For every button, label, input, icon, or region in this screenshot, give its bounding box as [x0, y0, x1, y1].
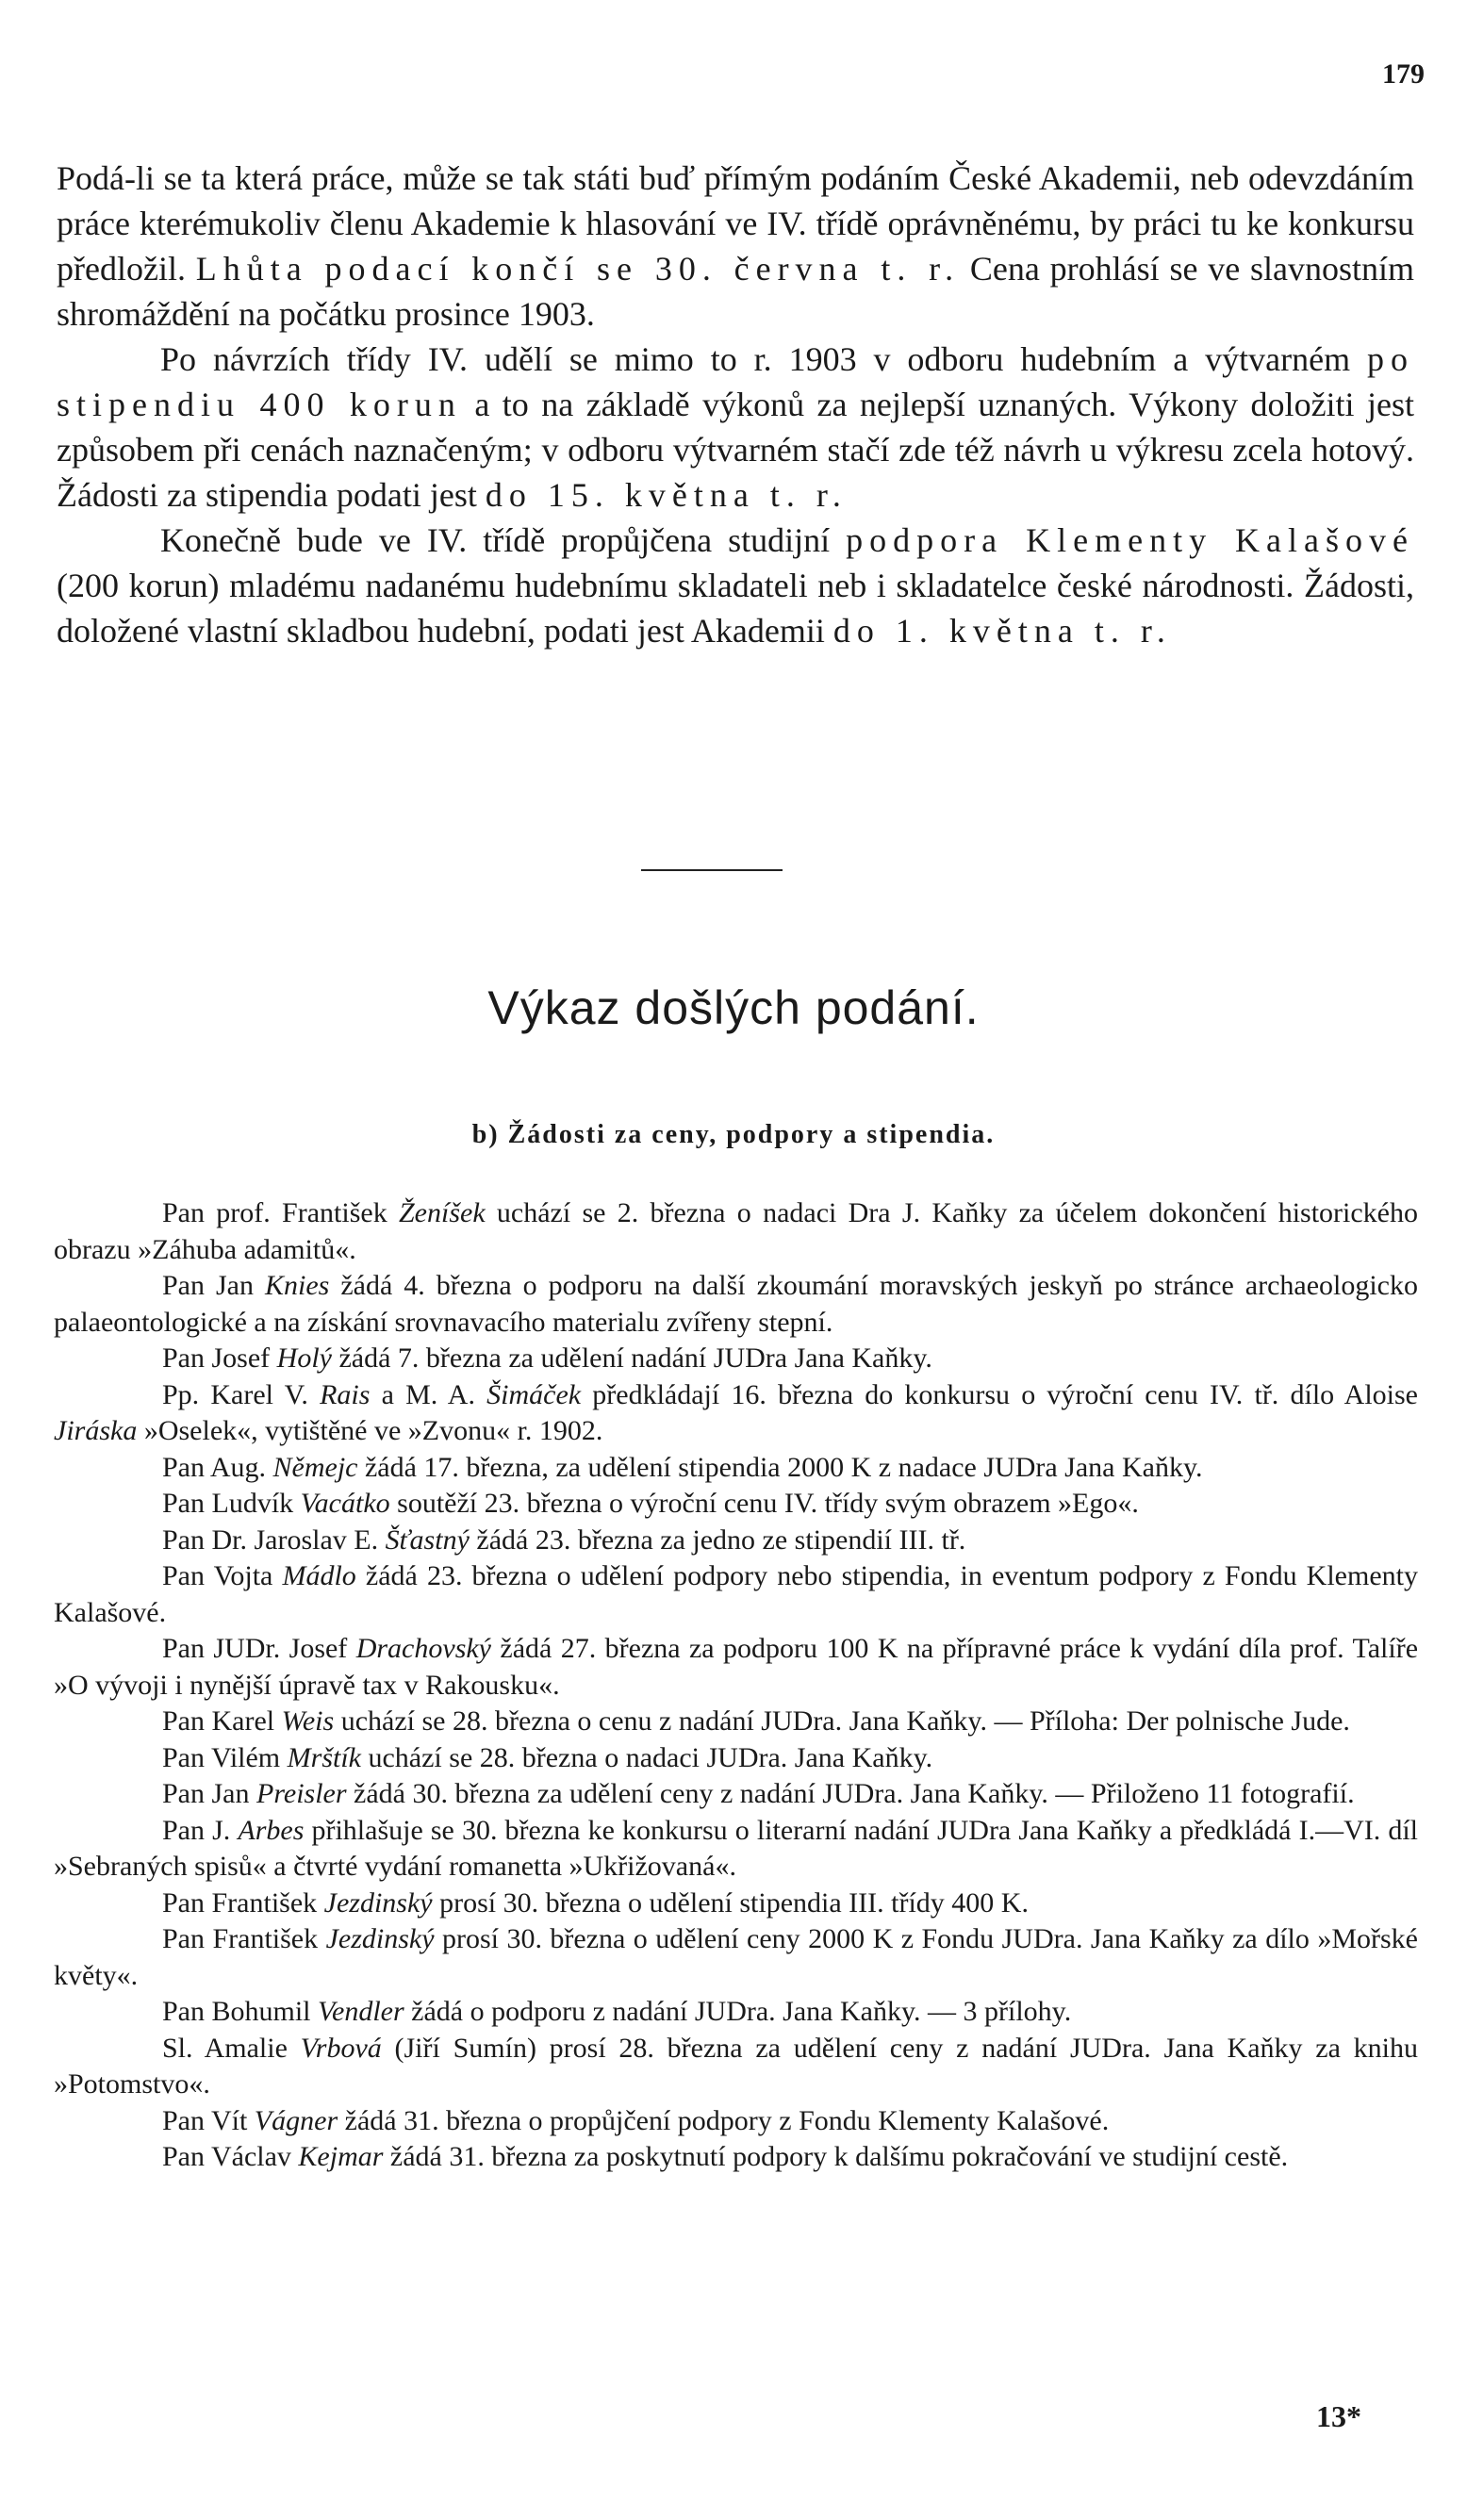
applicant-surname: Knies [264, 1270, 330, 1301]
text-run: Pan Jan [162, 1778, 256, 1809]
text-run: předkládají 16. března do konkursu o výroční cenu IV. tř. dílo Aloise [581, 1378, 1418, 1410]
applicant-surname: Preisler [256, 1778, 347, 1809]
entry [54, 1450, 1418, 1487]
text-run: Pp. Karel V. [162, 1378, 321, 1410]
applicant-surname: Němejc [272, 1451, 358, 1483]
text-run: žádá 31. března o propůjčení podpory z Fondu Klementy Kalašové. [338, 2104, 1110, 2136]
text-run: Podá-li se ta která práce, může se tak státi buď přímým podáním České Akademii, neb odevzdáním práce kterémukoliv členu Akademie k hlasování ve IV. třídě oprávněnému, by práci tu ke konkursu předložil. [57, 159, 1414, 288]
applicant-surname: Drachovský [355, 1633, 491, 1664]
entries-list [54, 1195, 1418, 2176]
text-run: a to na základě výkonů za nejlepší uznaných. Výkony doložiti jest způsobem při cenách naznačeným; v odboru výtvarném stačí zde též návrh u výkresu zcela hotový. Žádosti za stipendia podati jest [57, 386, 1414, 514]
text-run: Cena prohlásí se ve slavnostním shromáždění na počátku prosince 1903. [57, 250, 1415, 333]
applicant-surname: Jiráska [54, 1415, 138, 1446]
upper-text-block [57, 156, 1414, 653]
text-run: Pan Vilém [162, 1741, 288, 1773]
applicant-surname: Jezdinský [325, 1923, 435, 1954]
text-run: Pan Aug. [162, 1451, 273, 1483]
text-run: Pan Dr. Jaroslav E. [162, 1524, 386, 1556]
entry [54, 1558, 1418, 1631]
emphasized-text: podpora Klementy Kalašové [846, 521, 1415, 559]
applicant-surname: Šimáček [486, 1378, 582, 1410]
entry [54, 1740, 1418, 1777]
text-run: Pan Karel [162, 1705, 282, 1737]
text-run: žádá 30. března za udělení ceny z nadání JUDra. Jana Kaňky. — Přiloženo 11 fotografií. [346, 1778, 1355, 1809]
text-run: žádá 17. března, za udělení stipendia 2000 K z nadace JUDra Jana Kaňky. [357, 1451, 1203, 1483]
emphasized-text: po stipendiu 400 korun [57, 340, 1414, 423]
entry [54, 1994, 1418, 2031]
applicant-surname: Ženíšek [399, 1197, 486, 1228]
text-run: žádá 27. března za podporu 100 K na přípravné práce k vydání díla prof. Talíře »O vývoji i nynější úpravě tax v Rakousku«. [54, 1633, 1419, 1701]
applicant-surname: Vágner [254, 2104, 338, 2136]
paragraph [57, 156, 1414, 337]
applicant-surname: Mrštík [287, 1741, 361, 1773]
text-run: a M. A. [370, 1378, 487, 1410]
paragraph [57, 518, 1414, 653]
entry [54, 1377, 1418, 1450]
text-run: Pan Bohumil [162, 1996, 319, 2027]
applicant-surname: Jezdinský [323, 1886, 433, 1919]
applicant-surname: Weis [281, 1705, 335, 1737]
applicant-surname: Vacátko [300, 1488, 390, 1519]
emphasized-text: do 15. května t. r. [485, 476, 848, 514]
entry [54, 1523, 1418, 1559]
entry [54, 1886, 1418, 1922]
entry [54, 1813, 1418, 1886]
text-run: žádá o podporu z nadání JUDra. Jana Kaňky. — 3 přílohy. [404, 1996, 1072, 2027]
entry [54, 2031, 1418, 2103]
applicant-surname: Vrbová [300, 2032, 382, 2064]
text-run: Pan Václav [162, 2141, 299, 2172]
section-title: Výkaz došlých podání. [487, 981, 980, 1034]
text-run: žádá 7. března za udělení nadání JUDra Jana Kaňky. [331, 1342, 932, 1374]
entry [54, 1486, 1418, 1523]
applicant-surname: Mádlo [282, 1560, 356, 1591]
text-run: (Jiří Sumín) prosí 28. března za udělení ceny z nadání JUDra. Jana Kaňky za knihu »Potomstvo«. [54, 2032, 1419, 2100]
applicant-surname: Vendler [318, 1996, 404, 2027]
text-run: »Oselek«, vytištěné ve »Zvonu« r. 1902. [137, 1415, 603, 1446]
text-run: prosí 30. března o udělení ceny 2000 K z Fondu JUDra. Jana Kaňky za dílo »Mořské květy«. [54, 1923, 1418, 1991]
applicant-surname: Arbes [238, 1814, 305, 1846]
entry [54, 1921, 1418, 1994]
entry [54, 2139, 1418, 2176]
section-divider [641, 869, 783, 871]
text-run: Pan Ludvík [162, 1488, 301, 1519]
text-run: uchází se 2. března o nadaci Dra J. Kaňky za účelem dokončení historického obrazu »Záhuba adamitů«. [54, 1197, 1418, 1265]
text-run: Pan Jan [162, 1270, 265, 1301]
text-run: Po návrzích třídy IV. udělí se mimo to r. 1903 v odboru hudebním a výtvarném [160, 340, 1367, 378]
applicant-surname: Holý [276, 1342, 332, 1374]
text-run: Sl. Amalie [162, 2032, 301, 2064]
text-run: Pan Vít [162, 2104, 255, 2136]
text-run: Pan prof. František [162, 1197, 399, 1228]
applicant-surname: Kejmar [298, 2141, 384, 2172]
text-run: Pan J. [162, 1814, 239, 1846]
text-run: Pan František [162, 1923, 326, 1954]
text-run: uchází se 28. března o nadaci JUDra. Jana Kaňky. [360, 1741, 933, 1773]
text-run: žádá 31. března za poskytnutí podpory k dalšímu pokračování ve studijní cestě. [383, 2141, 1289, 2172]
page-number: 179 [1382, 58, 1425, 90]
text-run: Pan Josef [162, 1342, 277, 1374]
entry [54, 1704, 1418, 1740]
text-run: Pan JUDr. Josef [162, 1633, 356, 1664]
paragraph [57, 337, 1414, 518]
signature-mark: 13* [1316, 2399, 1361, 2433]
emphasized-text: Lhůta podací končí se 30. června t. r. [195, 250, 961, 288]
text-run: Pan Vojta [162, 1560, 283, 1591]
applicant-surname: Šťastný [385, 1524, 470, 1556]
text-run: přihlašuje se 30. března ke konkursu o literarní nadání JUDra Jana Kaňky a předkládá I.—VI. díl »Sebraných spisů« a čtvrté vydání romanetta »Ukřižovaná«. [54, 1814, 1418, 1882]
text-run: Pan František [162, 1886, 324, 1919]
subsection-title: b) Žádosti za ceny, podpory a stipendia. [471, 1120, 996, 1149]
text-run: žádá 23. března za jedno ze stipendií III. tř. [469, 1524, 966, 1556]
text-run: uchází se 28. března o cenu z nadání JUDra. Jana Kaňky. — Příloha: Der polnische Jude. [334, 1705, 1350, 1737]
entry [54, 2103, 1418, 2140]
text-run: (200 korun) mladému nadanému hudebnímu skladateli neb i skladatelce české národnosti. Žádosti, doložené vlastní skladbou hudební, podati jest Akademii [57, 567, 1414, 650]
text-run: Konečně bude ve IV. třídě propůjčena studijní [160, 521, 847, 559]
text-run: soutěží 23. března o výroční cenu IV. třídy svým obrazem »Ego«. [389, 1488, 1139, 1519]
text-run: žádá 23. března o udělení podpory nebo stipendia, in eventum podpory z Fondu Klementy Kalašové. [54, 1560, 1418, 1628]
text-run: prosí 30. března o udělení stipendia III. třídy 400 K. [432, 1886, 1029, 1919]
entry [54, 1341, 1418, 1377]
entry [54, 1631, 1418, 1704]
entry [54, 1195, 1418, 1268]
entry [54, 1776, 1418, 1813]
emphasized-text: do 1. května t. r. [832, 612, 1172, 650]
applicant-surname: Rais [320, 1378, 371, 1410]
text-run: žádá 4. března o podporu na další zkoumání moravských jeskyň po stránce archaeologicko palaeontologické a na získání srovnavacího materialu zvířeny stepní. [54, 1270, 1418, 1338]
entry [54, 1268, 1418, 1341]
